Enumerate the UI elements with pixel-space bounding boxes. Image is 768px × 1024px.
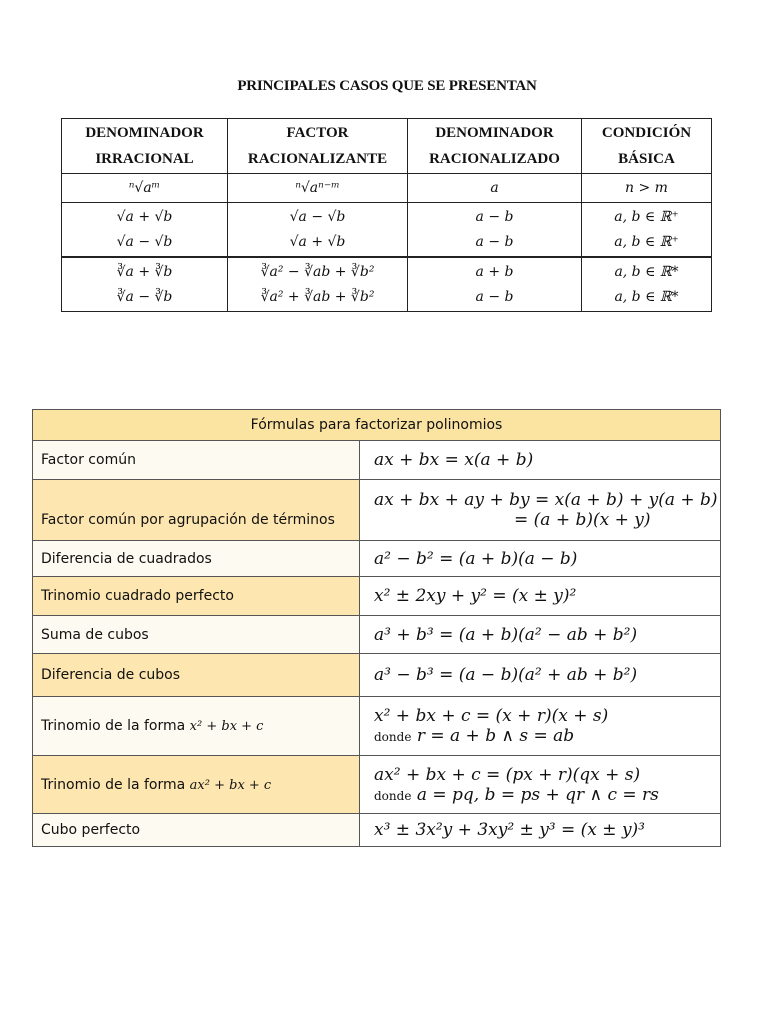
table-row: [33, 814, 721, 847]
formula-label: Factor común por agrupación de términos: [33, 479, 360, 540]
formulas-table-title: Fórmulas para factorizar polinomios: [33, 410, 721, 441]
table-cell: √a + √b √a − √b: [62, 203, 228, 258]
formula: ax² + bx + c = (px + r)(qx + s) donde a = pq, b = ps + qr ∧ c = rs: [360, 755, 721, 814]
formula: x² + bx + c = (x + r)(x + s) donde r = a + b ∧ s = ab: [360, 696, 721, 755]
formula: x² ± 2xy + y² = (x ± y)²: [360, 577, 721, 616]
formula-label: Cubo perfecto: [33, 814, 360, 847]
page-title: PRINCIPALES CASOS QUE SE PRESENTAN: [237, 78, 537, 94]
table-cell: a, b ∈ ℝ⁺ a, b ∈ ℝ⁺: [582, 203, 712, 258]
table-row: [33, 615, 721, 654]
header-factor-racionalizante: FACTOR RACIONALIZANTE: [228, 119, 408, 174]
header-denominador-irracional: DENOMINADOR IRRACIONAL: [62, 119, 228, 174]
table-cell: a − b a − b: [408, 203, 582, 258]
table-row: [62, 203, 712, 258]
table-cell: a: [408, 174, 582, 203]
formula: a³ + b³ = (a + b)(a² − ab + b²): [360, 615, 721, 654]
formula-label: Trinomio de la forma x² + bx + c: [33, 696, 360, 755]
table-cell: a, b ∈ ℝ* a, b ∈ ℝ*: [582, 257, 712, 312]
table-cell: a + b a − b: [408, 257, 582, 312]
table-cell: ∛a² − ∛ab + ∛b² ∛a² + ∛ab + ∛b²: [228, 257, 408, 312]
table-cell: ⁿ√aᵐ: [62, 174, 228, 203]
table-cell: √a − √b √a + √b: [228, 203, 408, 258]
formula: ax + bx = x(a + b): [360, 441, 721, 480]
formula-label: Suma de cubos: [33, 615, 360, 654]
table-row: [33, 755, 721, 814]
formula-label: Diferencia de cubos: [33, 654, 360, 697]
table-row: [33, 441, 721, 480]
rationalization-table: [61, 118, 712, 312]
formula: a² − b² = (a + b)(a − b): [360, 540, 721, 577]
table-row: [33, 654, 721, 697]
table-row: [33, 696, 721, 755]
table-row: [33, 540, 721, 577]
formula: a³ − b³ = (a − b)(a² + ab + b²): [360, 654, 721, 697]
table-row: [33, 479, 721, 540]
formula-label: Factor común: [33, 441, 360, 480]
formula: ax + bx + ay + by = x(a + b) + y(a + b) = (a + b)(x + y): [360, 479, 721, 540]
formula-label: Diferencia de cuadrados: [33, 540, 360, 577]
table-cell: ∛a + ∛b ∛a − ∛b: [62, 257, 228, 312]
table-row: [62, 174, 712, 203]
factoring-formulas-table: [32, 409, 721, 847]
table-cell: ⁿ√aⁿ⁻ᵐ: [228, 174, 408, 203]
formula-label: Trinomio cuadrado perfecto: [33, 577, 360, 616]
table-cell: n > m: [582, 174, 712, 203]
formula: x³ ± 3x²y + 3xy² ± y³ = (x ± y)³: [360, 814, 721, 847]
table-row: [62, 257, 712, 312]
formula-label: Trinomio de la forma ax² + bx + c: [33, 755, 360, 814]
header-condicion-basica: CONDICIÓN BÁSICA: [582, 119, 712, 174]
header-denominador-racionalizado: DENOMINADOR RACIONALIZADO: [408, 119, 582, 174]
table-row: [33, 577, 721, 616]
